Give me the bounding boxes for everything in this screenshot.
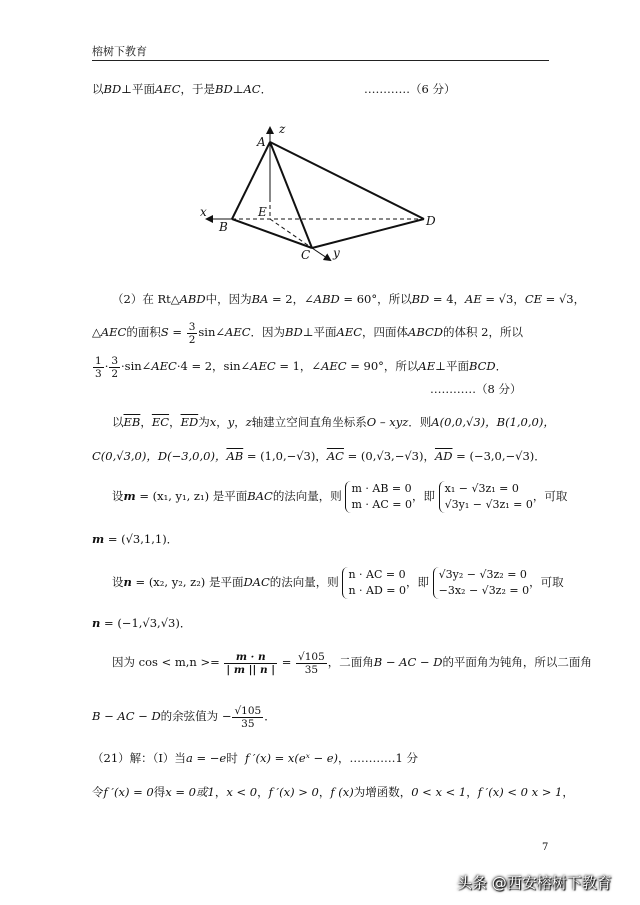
label-E: E [258, 205, 267, 219]
label-C: C [301, 248, 311, 262]
text-line-11: 因为 cos < m,n >= $\frac{m \cdot n}{| m || n |}$ = $\frac{√105}{35}$ ，二面角B − AC − D的平面角为钝角，所以二面角 [112, 650, 592, 676]
score-8: …………（8 分） [430, 382, 522, 396]
fraction: $\frac{√105}{35}$ [234, 704, 262, 730]
edge-AD [270, 142, 424, 219]
text-line-1: 以BD⊥平面AEC，于是BD⊥AC． [92, 82, 273, 96]
edge-BC [232, 219, 312, 248]
label-D: D [426, 214, 436, 228]
edge-AC [270, 142, 312, 248]
label-x: x [200, 205, 207, 219]
equation-system: n · AC = 0 n · AD = 0 [342, 567, 406, 599]
fraction: $\frac{√105}{35}$ [298, 650, 325, 676]
text-line-10: n = (−1,√3,√3)． [92, 616, 192, 630]
text-line-5: 以$\overline{EB}$，$\overline{EC}$，$\overline{ED}$为x，y，z轴建立空间直角坐标系O – xyz．则A(0,0,√3)，B(1,0,0)， [112, 415, 555, 429]
edge-CD [312, 219, 424, 248]
text-line-2: （2）在 Rt△ABD中，因为BA = 2，∠ABD = 60°，所以BD = 4，AE = √3，CE = √3， [112, 292, 586, 306]
label-z: z [279, 122, 286, 136]
watermark: 头条 @西安榕树下教育 [457, 874, 612, 892]
fraction: $\frac{m \cdot n}{| m || n |}$ [226, 650, 276, 676]
text-line-12: B − AC − D的余弦值为 − $\frac{√105}{35}$ ． [92, 704, 276, 730]
text-line-8: m = (√3,1,1)． [92, 532, 179, 546]
label-y: y [333, 246, 340, 260]
page-number: 7 [542, 842, 549, 853]
y-axis [312, 248, 330, 260]
text-line-4: $\frac{1}{3}$ · $\frac{3}{2}$ ·sin∠AEC·4 = 2，sin∠AEC = 1，∠AEC = 90°，所以AE⊥平面BCD． [95, 354, 508, 380]
text-line-14: 令f ′(x) = 0得x = 0或1，x < 0，f ′(x) > 0，f (x)为增函数，0 < x < 1，f ′(x) < 0 x > 1， [92, 785, 574, 799]
label-A: A [257, 135, 266, 149]
fraction: $\frac{1}{3}$ [95, 354, 102, 380]
text-line-3: △AEC的面积S = $\frac{3}{2}$ sin∠AEC．因为BD⊥平面AEC，四面体ABCD的体积 2，所以 [92, 320, 523, 346]
fraction: $\frac{3}{2}$ [111, 354, 119, 380]
fraction: $\frac{3}{2}$ [188, 320, 196, 346]
label-B: B [219, 220, 228, 234]
equation-system: x₁ − √3z₁ = 0 √3y₁ − √3z₁ = 0 [439, 481, 533, 513]
equation-system: √3y₂ − √3z₂ = 0 −3x₂ − √3z₂ = 0 [433, 567, 529, 599]
score-6: …………（6 分） [364, 82, 456, 96]
header-title: 榕树下教育 [92, 45, 147, 58]
text-line-9: 设n = (x₂, y₂, z₂) 是平面DAC的法向量，则 n · AC = 0 n · AD = 0 ，即 √3y₂ − √3z₂ = 0 −3x₂ − √3z₂ = 0 ，可取 [112, 568, 564, 597]
text-line-6: C(0,√3,0)，D(−3,0,0)，$\overline{AB} = (1,0,-√3)$，$\overline{AC} = (0,√3,-√3)$，$\overline{AD} = (-3,0,-√3)$． [92, 449, 546, 463]
equation-system: m · AB = 0 m · AC = 0 [345, 481, 412, 513]
text-line-7: 设m = (x₁, y₁, z₁) 是平面BAC的法向量，则 m · AB = 0 m · AC = 0 ，即 x₁ − √3z₁ = 0 √3y₁ − √3z₁ = 0 ，可取 [112, 482, 568, 511]
text-line-13: （21）解：（Ⅰ）当a = −e时 f ′(x) = x(eˣ − e)，…………1 分 [92, 751, 419, 765]
